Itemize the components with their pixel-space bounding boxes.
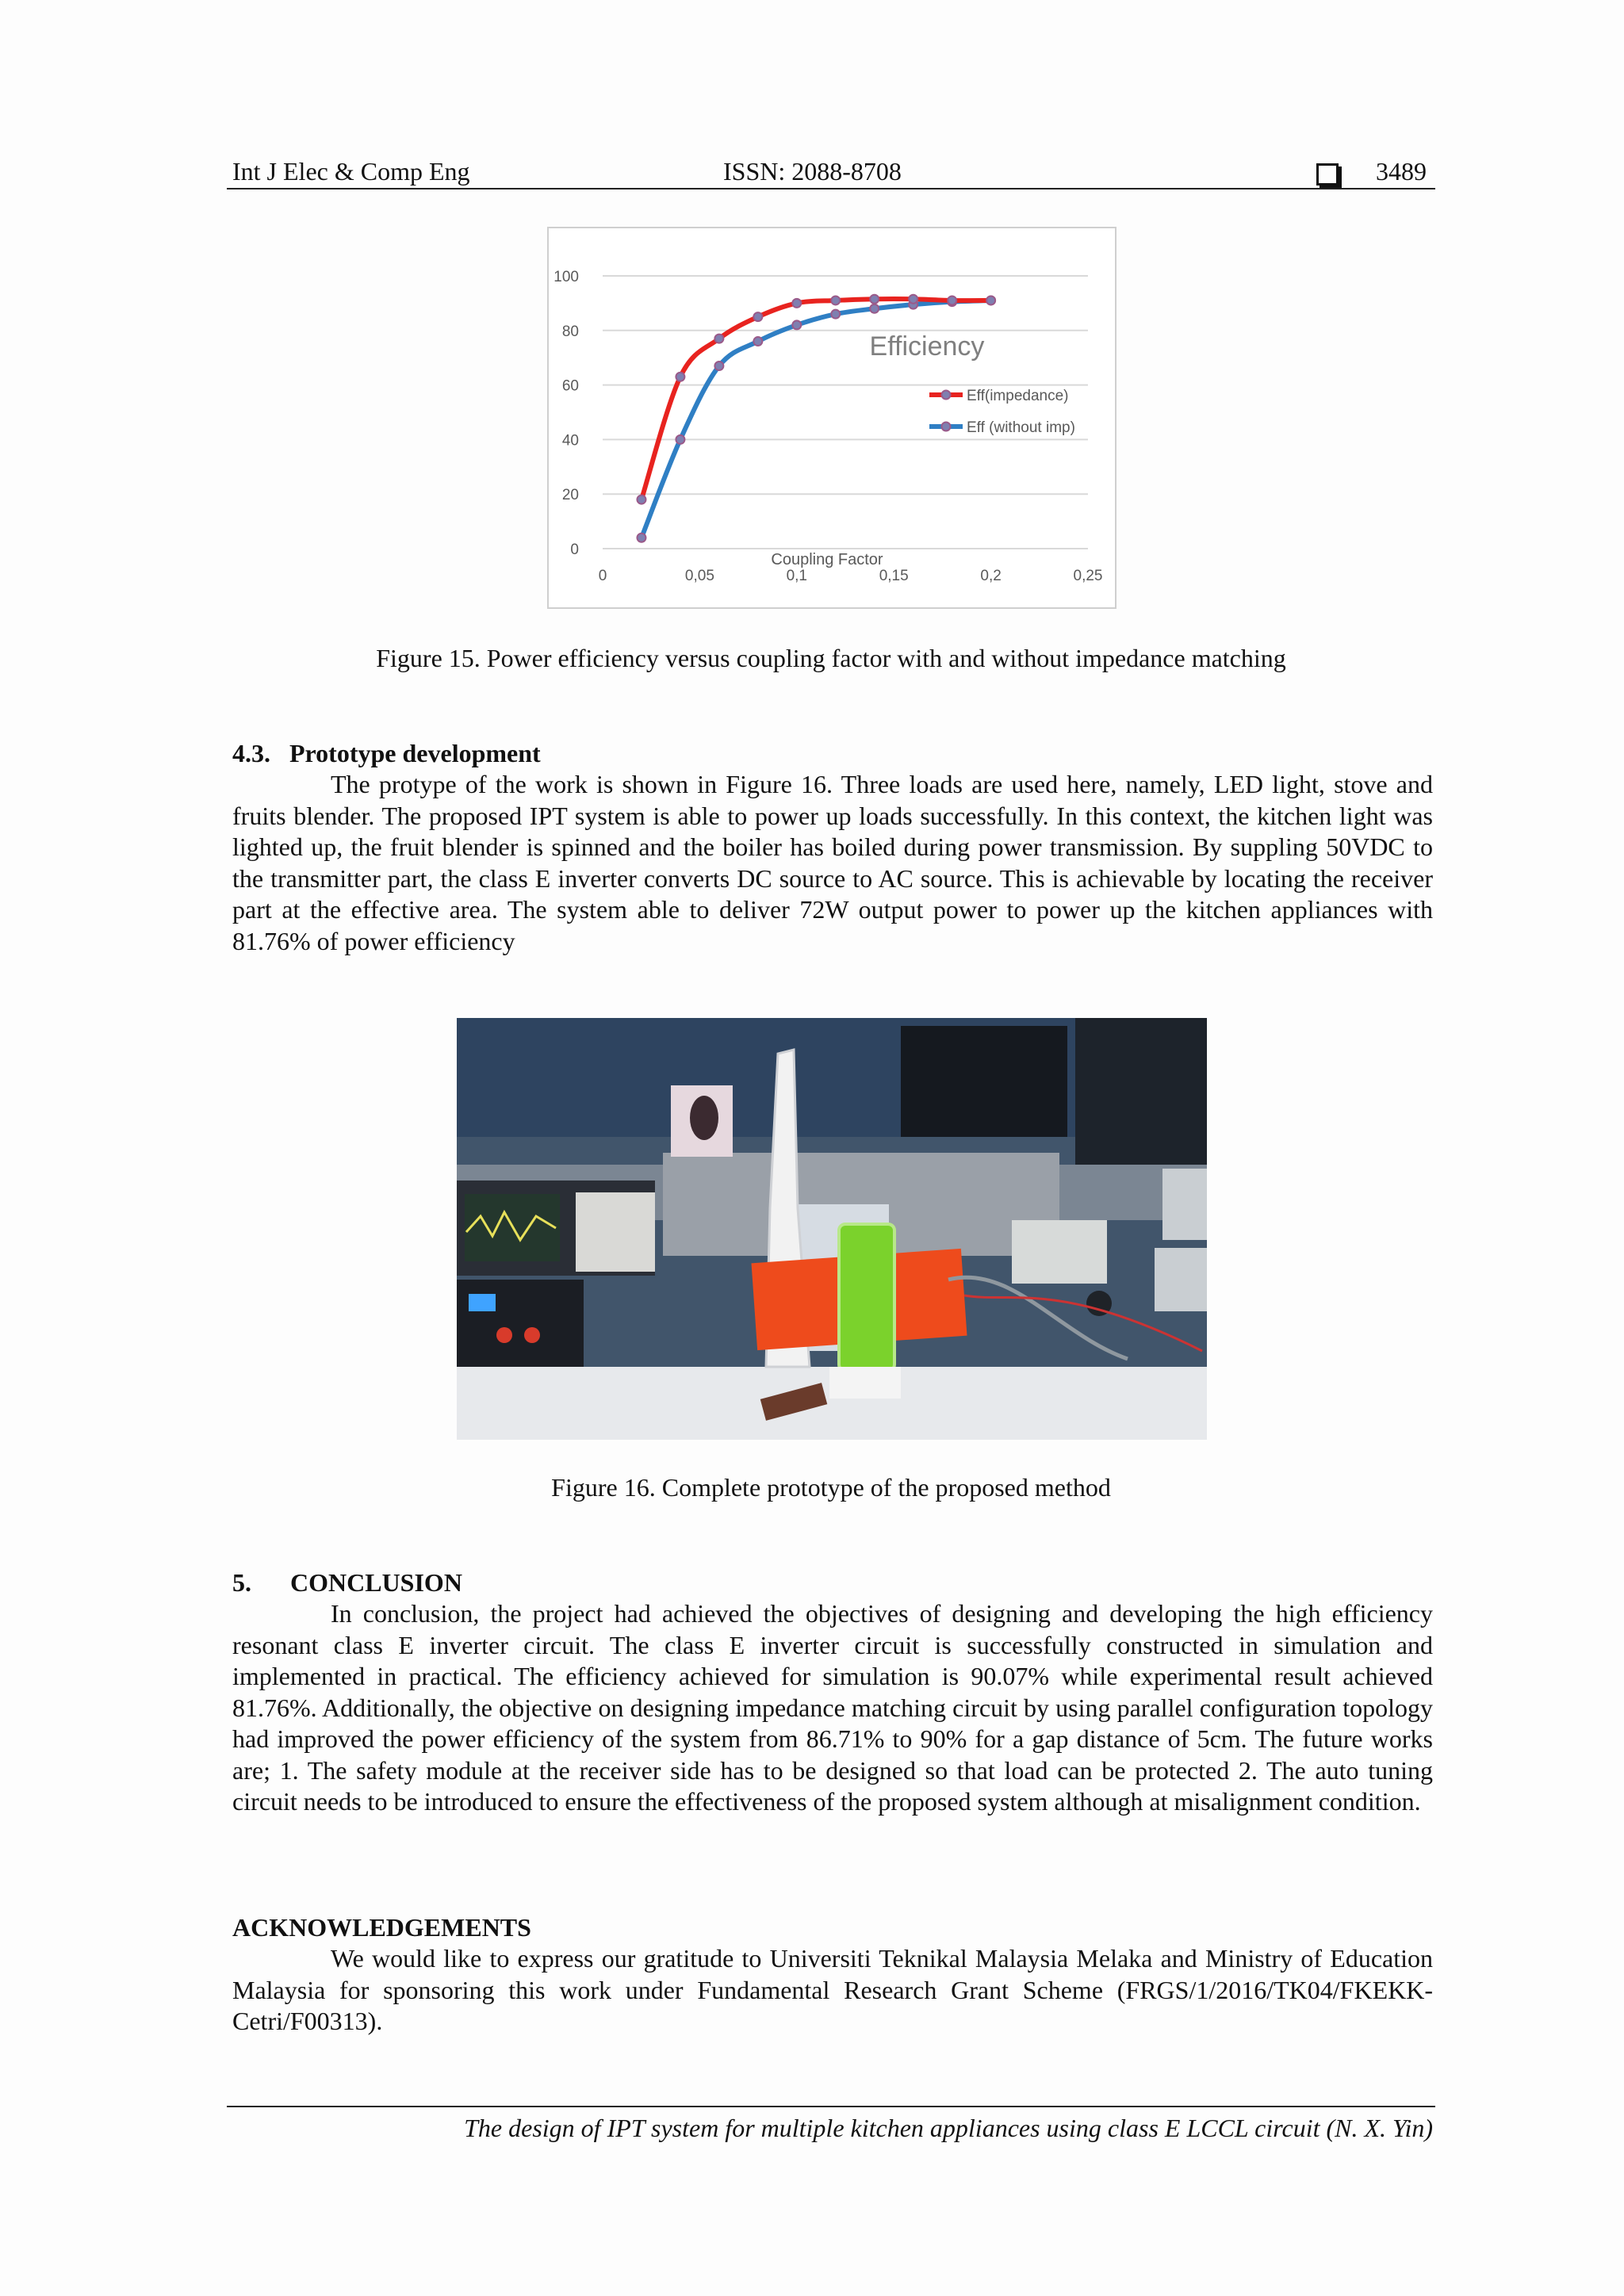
efficiency-chart-svg (549, 228, 1115, 607)
y-tick-label: 60 (561, 377, 579, 395)
y-tick-label: 80 (561, 323, 579, 340)
series-point (753, 312, 762, 321)
footer-rule (227, 2106, 1435, 2107)
series-point (986, 296, 995, 304)
header-rule (227, 188, 1435, 189)
y-tick-label: 20 (561, 487, 579, 504)
x-tick-label: 0,25 (1073, 568, 1103, 584)
series-point (792, 299, 801, 308)
series-point (637, 496, 645, 504)
series-point (831, 310, 840, 319)
series-point (714, 335, 723, 343)
series-line (642, 299, 991, 499)
y-tick-label: 40 (561, 432, 579, 450)
section-4-3-heading: 4.3. Prototype development (232, 739, 541, 767)
series-point (948, 296, 956, 304)
series-point (831, 296, 840, 304)
y-tick-label: 0 (570, 541, 579, 558)
x-tick-label: 0,2 (980, 568, 1002, 584)
page-marker-icon (1316, 155, 1339, 187)
page-number: 3489 (1376, 157, 1427, 186)
figure-16-caption: Figure 16. Complete prototype of the proposed method (551, 1473, 1111, 1502)
series-point (753, 337, 762, 346)
section-4-3-paragraph: The protype of the work is shown in Figure 16. Three loads are used here, namely, LED light, stove and fruits blender. The proposed IPT system is able to power up loads successfully. In this context, the kitchen light was lighted up, the fruit blender is spinned and the boiler has boiled during power transmission. By suppling 50VDC to the transmitter part, the class E inverter converts DC source to AC source. This is achievable by locating the receiver part at the effective area. The system able to deliver 72W output power to power up the kitchen appliances with 81.76% of power efficiency (232, 770, 1433, 955)
prototype-photo-illustration (457, 1018, 1207, 1440)
figure-15-caption: Figure 15. Power efficiency versus coupling factor with and without impedance matching (376, 644, 1286, 672)
legend-marker (942, 391, 951, 400)
legend-label: Eff (without imp) (967, 419, 1075, 436)
series-point (909, 295, 917, 304)
acknowledgements-paragraph: We would like to express our gratitude to Universiti Teknikal Malaysia Melaka and Ministry of Education Malaysia for sponsoring this work under Fundamental Research Grant Scheme (FRGS/1/2016/TK04/FKEKK-Cetri/F00313). (232, 1944, 1433, 2035)
chart-title: Efficiency (869, 331, 985, 362)
x-axis-label: Coupling Factor (771, 551, 883, 568)
acknowledgements-heading: ACKNOWLEDGEMENTS (232, 1913, 531, 1942)
x-tick-label: 0,1 (786, 568, 808, 584)
x-tick-label: 0,15 (879, 568, 909, 584)
section-5-paragraph: In conclusion, the project had achieved the objectives of designing and developing the high efficiency resonant class E inverter circuit. The class E inverter circuit is successfully constructed in simulation and implemented in practical. The efficiency achieved for simulation is 90.07% while experimental result achieved 81.76%. Additionally, the objective on designing impedance matching circuit by using parallel configuration topology had improved the power efficiency of the system from 86.71% to 90% for a gap distance of 5cm. The future works are; 1. The safety module at the receiver side has to be designed so that load can be protected 2. The auto tuning circuit needs to be introduced to ensure the effectiveness of the proposed system although at misalignment condition. (232, 1599, 1433, 1816)
series-point (792, 320, 801, 329)
y-tick-label: 100 (553, 269, 579, 285)
series-point (870, 295, 879, 304)
series-point (676, 373, 684, 381)
series-point (637, 534, 645, 542)
journal-name: Int J Elec & Comp Eng (232, 157, 470, 186)
efficiency-chart (547, 227, 1116, 609)
x-tick-label: 0 (598, 568, 607, 584)
prototype-photo (457, 1018, 1207, 1440)
legend-label: Eff(impedance) (967, 388, 1069, 404)
running-title: The design of IPT system for multiple kitchen appliances using class E LCCL circuit (N. X. Yin) (464, 2114, 1433, 2142)
series-point (714, 362, 723, 370)
series-point (676, 435, 684, 444)
x-tick-label: 0,05 (684, 568, 714, 584)
section-5-heading: CONCLUSION (290, 1568, 462, 1597)
issn: ISSN: 2088-8708 (723, 157, 902, 186)
section-5-number: 5. (232, 1568, 251, 1597)
series-point (870, 304, 879, 313)
legend-marker (942, 423, 951, 431)
